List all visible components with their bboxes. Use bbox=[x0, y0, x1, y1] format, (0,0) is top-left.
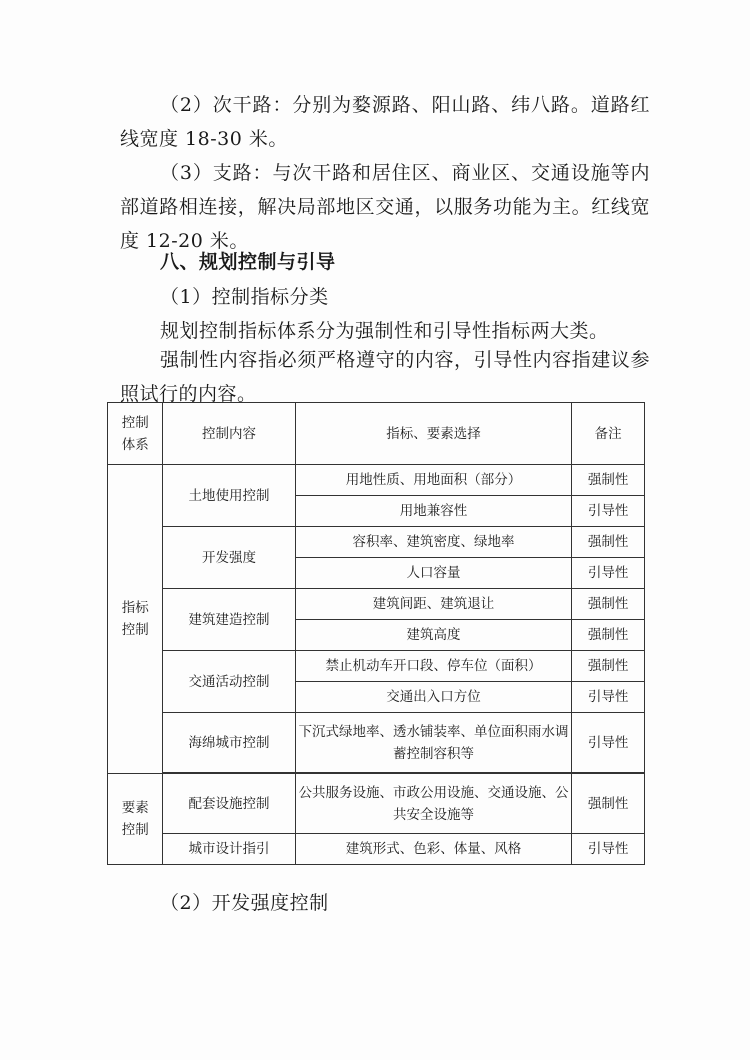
table-header-row bbox=[108, 403, 645, 465]
paragraph-secondary-roads: （2）次干路：分别为婺源路、阳山路、纬八路。道路红线宽度 18-30 米。 bbox=[120, 94, 650, 150]
note-cell: 引导性 bbox=[572, 682, 645, 713]
note-cell: 强制性 bbox=[572, 465, 645, 496]
content-cell: 开发强度 bbox=[163, 527, 295, 589]
content-cell: 土地使用控制 bbox=[163, 465, 295, 527]
paragraph-indicator-system: 规划控制指标体系分为强制性和引导性指标两大类。 bbox=[160, 320, 609, 342]
note-cell: 强制性 bbox=[572, 620, 645, 651]
header-control-content: 控制内容 bbox=[163, 403, 295, 465]
table-row bbox=[108, 774, 645, 834]
content-cell: 配套设施控制 bbox=[163, 774, 295, 834]
content-cell: 建筑建造控制 bbox=[163, 589, 295, 651]
element-cell: 建筑间距、建筑退让 bbox=[295, 589, 572, 620]
paragraph-mandatory-definition: 强制性内容指必须严格遵守的内容，引导性内容指建议参照试行的内容。 bbox=[120, 349, 650, 405]
element-cell: 容积率、建筑密度、绿地率 bbox=[295, 527, 572, 558]
content-cell: 海绵城市控制 bbox=[163, 713, 295, 773]
subheading-indicator-classification: （1）控制指标分类 bbox=[160, 286, 329, 308]
note-cell: 引导性 bbox=[572, 713, 645, 773]
note-cell: 引导性 bbox=[572, 496, 645, 527]
element-cell: 禁止机动车开口段、停车位（面积） bbox=[295, 651, 572, 682]
table-row bbox=[108, 527, 645, 558]
table-row bbox=[108, 834, 645, 865]
note-cell: 强制性 bbox=[572, 589, 645, 620]
table-row bbox=[108, 651, 645, 682]
header-elements: 指标、要素选择 bbox=[295, 403, 572, 465]
element-cell: 交通出入口方位 bbox=[295, 682, 572, 713]
element-cell: 公共服务设施、市政公用设施、交通设施、公共安全设施等 bbox=[295, 774, 572, 834]
note-cell: 引导性 bbox=[572, 834, 645, 865]
note-cell: 引导性 bbox=[572, 558, 645, 589]
note-cell: 强制性 bbox=[572, 527, 645, 558]
paragraph-branch-roads: （3）支路：与次干路和居住区、商业区、交通设施等内部道路相连接，解决局部地区交通，以服务功能为主。红线宽度 12-20 米。 bbox=[120, 162, 650, 252]
element-cell: 用地兼容性 bbox=[295, 496, 572, 527]
header-note: 备注 bbox=[572, 403, 645, 465]
note-cell: 强制性 bbox=[572, 651, 645, 682]
note-cell: 强制性 bbox=[572, 774, 645, 834]
element-cell: 人口容量 bbox=[295, 558, 572, 589]
header-control-system: 控制 体系 bbox=[108, 403, 163, 465]
content-cell: 交通活动控制 bbox=[163, 651, 295, 713]
element-cell: 建筑形式、色彩、体量、风格 bbox=[295, 834, 572, 865]
element-cell: 用地性质、用地面积（部分） bbox=[295, 465, 572, 496]
subheading-development-intensity: （2）开发强度控制 bbox=[160, 892, 329, 914]
section-heading: 八、规划控制与引导 bbox=[160, 251, 336, 273]
table-row bbox=[108, 713, 645, 773]
group-element-control: 要素 控制 bbox=[108, 774, 163, 865]
element-cell: 下沉式绿地率、透水铺装率、单位面积雨水调蓄控制容积等 bbox=[295, 713, 572, 773]
content-cell: 城市设计指引 bbox=[163, 834, 295, 865]
control-indicator-table bbox=[107, 402, 645, 865]
table-row bbox=[108, 465, 645, 496]
table-row bbox=[108, 589, 645, 620]
group-indicator-control: 指标 控制 bbox=[108, 465, 163, 774]
element-cell: 建筑高度 bbox=[295, 620, 572, 651]
